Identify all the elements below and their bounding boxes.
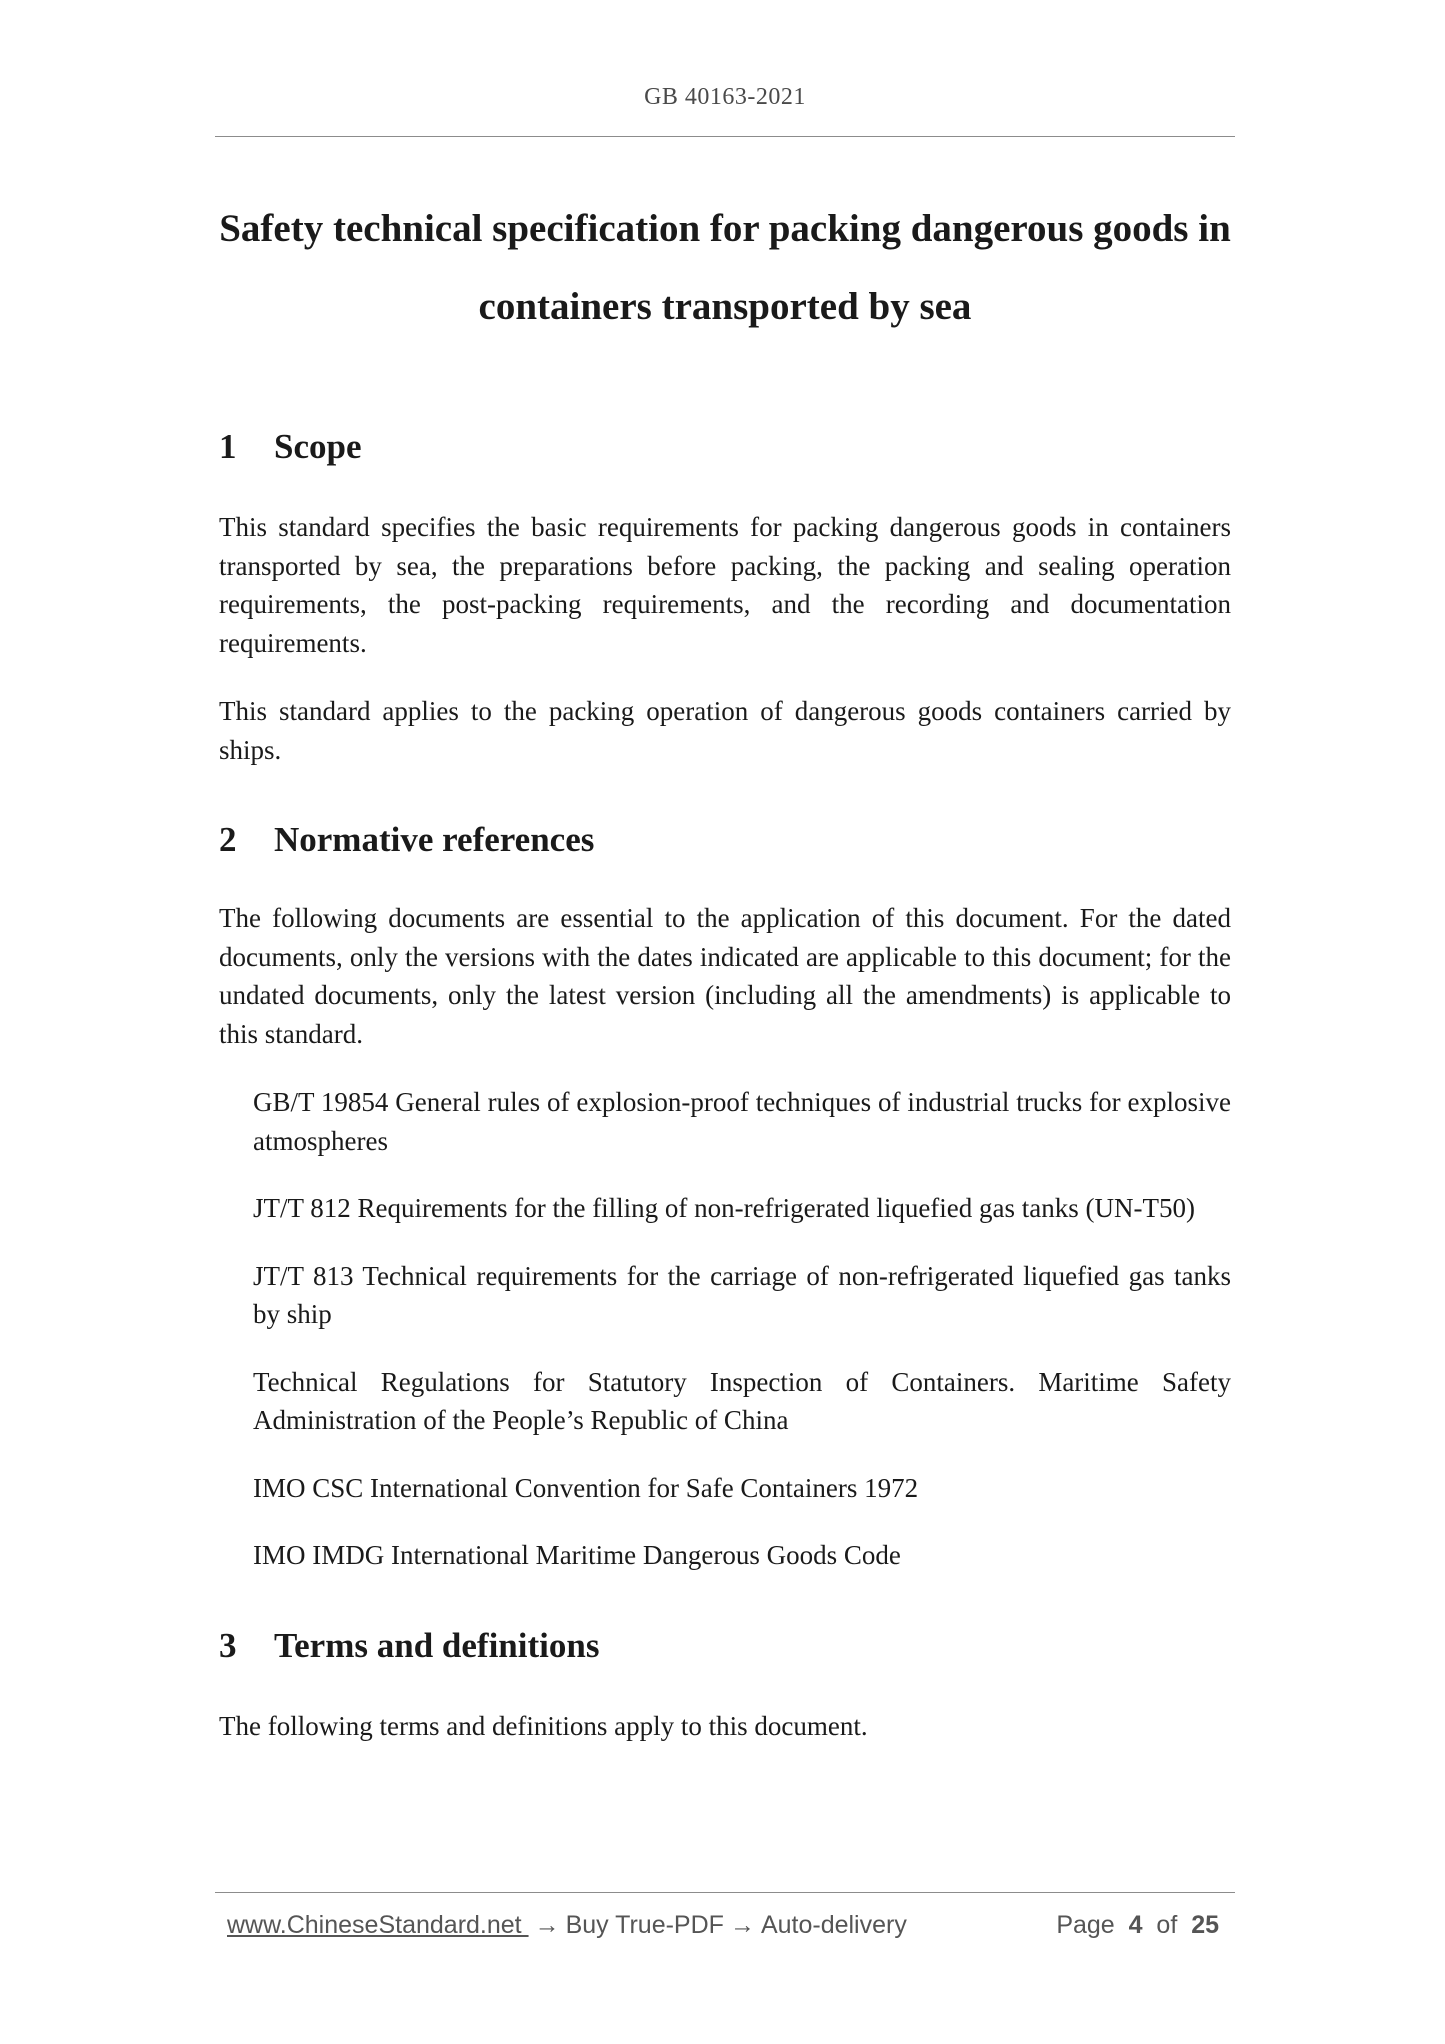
arrow-right-icon: →: [729, 1911, 755, 1939]
section-number: 3: [219, 1625, 237, 1665]
of-label: of: [1156, 1911, 1178, 1939]
section-heading-scope: [219, 422, 1231, 472]
footer-divider: [215, 1892, 1235, 1893]
page-indicator: [1056, 1911, 1227, 1940]
reference-item: IMO CSC International Convention for Safe Containers 1972: [253, 1472, 919, 1503]
page-footer: [227, 1911, 1227, 1940]
scope-paragraph-1: This standard specifies the basic requirements for packing dangerous goods in containers transported by sea, the preparations before packing, the packing and sealing operation requirements, the post-packing requirements, and the recording and documentation requirements.: [219, 512, 1231, 658]
page-label: Page: [1056, 1911, 1115, 1939]
header-divider: [215, 136, 1235, 137]
document-title: [215, 190, 1235, 346]
website-link[interactable]: www.ChineseStandard.net: [227, 1911, 529, 1939]
arrow-right-icon: →: [534, 1911, 560, 1939]
section-title: Normative references: [274, 820, 595, 859]
section-heading-terms-and-definitions: [219, 1621, 1231, 1671]
normative-intro-paragraph: The following documents are essential to the application of this document. For the dated documents, only the versions with the dates indicated are applicable to this document; for the undated documents, only the latest version (including all the amendments) is applicable to this standard.: [219, 903, 1231, 1049]
reference-item: GB/T 19854 General rules of explosion-proof techniques of industrial trucks for explosive atmospheres: [253, 1087, 1231, 1156]
reference-item: IMO IMDG International Maritime Dangerous Goods Code: [253, 1540, 901, 1570]
title-line-2: containers transported by sea: [478, 285, 972, 328]
section-number: 1: [219, 427, 237, 466]
current-page-number: 4: [1128, 1911, 1143, 1939]
footer-promo: [227, 1911, 907, 1940]
auto-delivery-text: Auto-delivery: [760, 1911, 907, 1939]
terms-intro-paragraph: The following terms and definitions apply to this document.: [219, 1710, 868, 1741]
title-line-1: Safety technical specification for packing dangerous goods in: [219, 207, 1231, 250]
section-title: Scope: [274, 427, 362, 466]
buy-true-pdf-text: Buy True-PDF: [565, 1911, 724, 1939]
total-pages-number: 25: [1191, 1911, 1219, 1939]
reference-item: Technical Regulations for Statutory Inspection of Containers. Maritime Safety Administration of the People’s Republic of China: [253, 1366, 1231, 1435]
scope-paragraph-2: This standard applies to the packing operation of dangerous goods containers carried by ships.: [219, 696, 1231, 765]
reference-item: JT/T 812 Requirements for the filling of non-refrigerated liquefied gas tanks (UN-T50): [253, 1193, 1195, 1223]
section-number: 2: [219, 820, 237, 859]
document-id-header: GB 40163-2021: [644, 84, 806, 110]
document-body: [219, 400, 1231, 1745]
reference-item: JT/T 813 Technical requirements for the carriage of non-refrigerated liquefied gas tanks by ship: [253, 1260, 1231, 1329]
section-heading-normative-references: [219, 815, 1231, 865]
section-title: Terms and definitions: [274, 1625, 600, 1665]
